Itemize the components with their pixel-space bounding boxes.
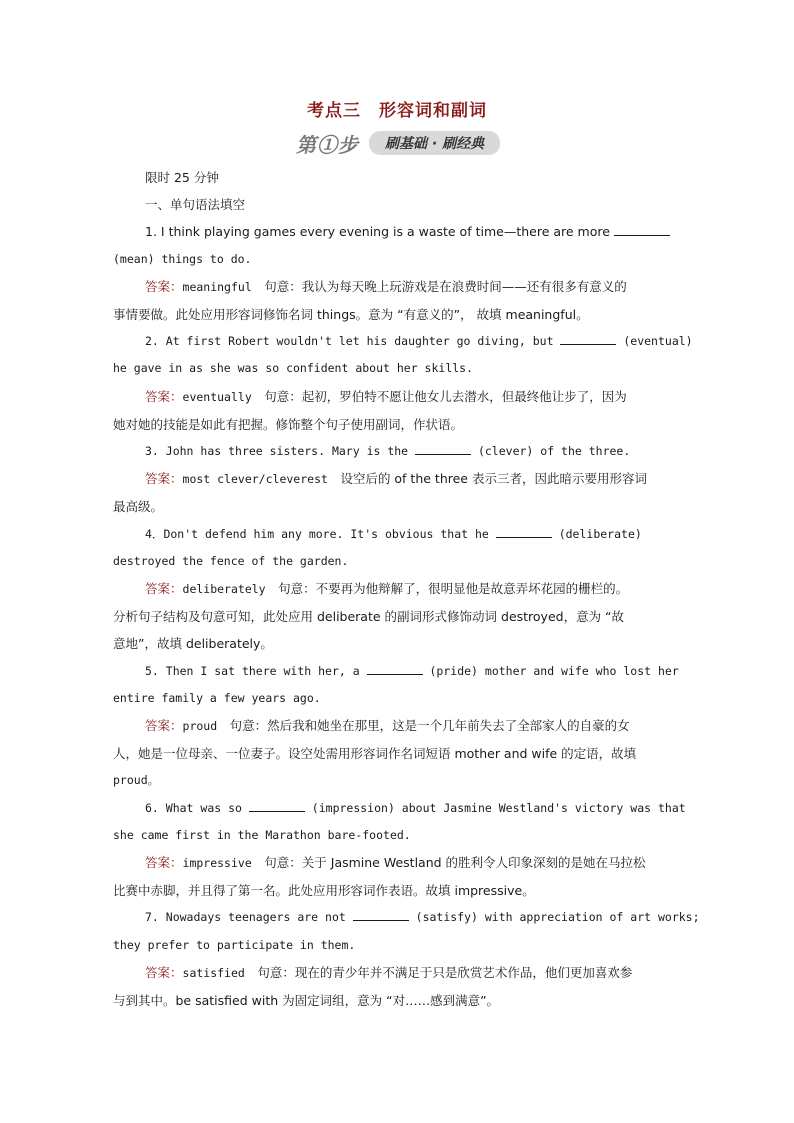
question-5-line-2: entire family a few years ago.	[113, 690, 321, 705]
explanation: 句意：起初，罗伯特不愿让他女儿去潜水，但最终他让步了，因为	[264, 388, 627, 404]
question-text: Nowadays teenagers are not	[165, 910, 353, 925]
answer-value: most clever/cleverest	[182, 472, 328, 487]
question-text: Then I sat there with her, a	[165, 663, 367, 678]
answer-1	[113, 273, 680, 301]
question-1-line-1	[113, 218, 680, 245]
answer-6	[113, 849, 680, 877]
answer-label: 答案：	[145, 964, 183, 980]
answer-2-explanation: 她对她的技能是如此有把握。修饰整个句子使用副词，作状语。	[113, 416, 464, 432]
step-mark: 第①步	[296, 132, 359, 157]
answer-5-explanation: 人，她是一位母亲、一位妻子。设空处需用形容词作名词短语 mother and wife 的定语，故填	[113, 746, 637, 762]
page-title: 考点三 形容词和副词	[307, 101, 487, 121]
question-number: 6.	[145, 800, 166, 815]
question-4-line-2: destroyed the fence of the garden.	[113, 553, 349, 568]
answer-blank	[415, 443, 471, 455]
answer-5-explanation-2: proud。	[113, 773, 160, 788]
question-text: What was so	[165, 800, 249, 815]
answer-blank	[560, 333, 616, 345]
question-3-line-1	[113, 438, 680, 465]
question-text-2: (satisfy) with appreciation of art works;	[408, 910, 700, 925]
question-1-line-2: (mean) things to do.	[113, 251, 252, 266]
answer-label: 答案：	[145, 718, 183, 734]
time-limit: 限时 25 分钟	[145, 170, 219, 185]
question-4-line-1	[113, 521, 680, 548]
question-number: 3.	[145, 444, 166, 459]
question-6-line-1	[113, 795, 686, 822]
answer-3	[113, 465, 680, 493]
question-5-line-1	[113, 658, 680, 685]
question-number: 1.	[145, 224, 161, 240]
step-label: 刷基础 · 刷经典	[369, 131, 500, 155]
answer-2	[113, 383, 680, 411]
answer-label: 答案：	[145, 471, 183, 487]
answer-1-explanation: 事情要做。此处应用形容词修饰名词 things。意为 “有意义的”， 故填 meaningful。	[113, 307, 589, 323]
answer-blank	[614, 224, 670, 236]
answer-7	[113, 959, 680, 987]
question-text-2: (pride) mother and wife who lost her	[422, 663, 679, 678]
answer-7-explanation: 与到其中。be satisfied with 为固定词组，意为 “对……感到满意”。	[113, 993, 500, 1009]
question-2-line-2: he gave in as she was so confident about her skills.	[113, 361, 474, 376]
question-text-2: (clever) of the three.	[471, 444, 631, 459]
answer-4	[113, 575, 680, 603]
question-number: 7.	[145, 910, 166, 925]
explanation: 句意：不要再为他辩解了，很明显他是故意弄坏花园的栅栏的。	[278, 581, 629, 597]
explanation: 句意：关于 Jasmine Westland 的胜利令人印象深刻的是她在马拉松	[264, 855, 646, 871]
question-7-line-2: they prefer to participate in them.	[113, 937, 356, 952]
answer-value: satisfied	[182, 965, 245, 980]
answer-blank	[353, 909, 409, 921]
explanation: 句意：然后我和她坐在那里，这是一个几年前失去了全部家人的自豪的女	[229, 718, 630, 734]
question-text: I think playing games every evening is a waste of time—there are more	[160, 224, 614, 240]
explanation: 句意：现在的青少年并不满足于只是欣赏艺术作品，他们更加喜欢参	[257, 964, 633, 980]
answer-blank	[496, 526, 552, 538]
answer-label: 答案：	[145, 855, 183, 871]
answer-4-explanation: 分析句子结构及句意可知，此处应用 deliberate 的副词形式修饰动词 destroyed，意为 “故	[113, 609, 625, 625]
question-text: John has three sisters. Mary is the	[165, 444, 416, 459]
answer-6-explanation: 比赛中赤脚，并且得了第一名。此处应用形容词作表语。故填 impressive。	[113, 883, 535, 899]
question-number: 2.	[145, 334, 166, 349]
explanation: 设空后的 of the three 表示三者，因此暗示要用形容词	[340, 471, 647, 487]
answer-value: impressive	[182, 856, 252, 871]
question-number: 5.	[145, 663, 166, 678]
question-text-2: (eventual)	[616, 334, 693, 349]
answer-label: 答案：	[145, 278, 183, 294]
question-6-line-2: she came first in the Marathon bare-footed.	[113, 827, 411, 842]
exercise-content	[113, 164, 700, 1014]
question-number: 4．	[145, 526, 164, 541]
answer-value: deliberately	[182, 582, 266, 597]
answer-3-explanation: 最高级。	[113, 499, 164, 515]
answer-value: meaningful	[182, 279, 252, 294]
answer-value: proud	[182, 719, 218, 734]
explanation: 句意：我认为每天晚上玩游戏是在浪费时间——还有很多有意义的	[264, 278, 627, 294]
question-text-2: (deliberate)	[551, 526, 642, 541]
question-text: Don't defend him any more. It's obvious that he	[163, 526, 496, 541]
answer-5	[113, 712, 680, 740]
step-banner	[296, 130, 500, 156]
answer-4-explanation-2: 意地”，故填 deliberately。	[113, 636, 273, 652]
question-text: At first Robert wouldn't let his daughter go diving, but	[165, 334, 561, 349]
answer-value: eventually	[182, 389, 252, 404]
question-7-line-1	[113, 904, 700, 931]
question-text-2: (impression) about Jasmine Westland's victory was that	[304, 800, 686, 815]
answer-label: 答案：	[145, 388, 183, 404]
answer-label: 答案：	[145, 581, 183, 597]
question-2-line-1	[113, 328, 693, 355]
section-title: 一、单句语法填空	[145, 197, 246, 213]
answer-blank	[367, 663, 423, 675]
answer-blank	[249, 800, 305, 812]
